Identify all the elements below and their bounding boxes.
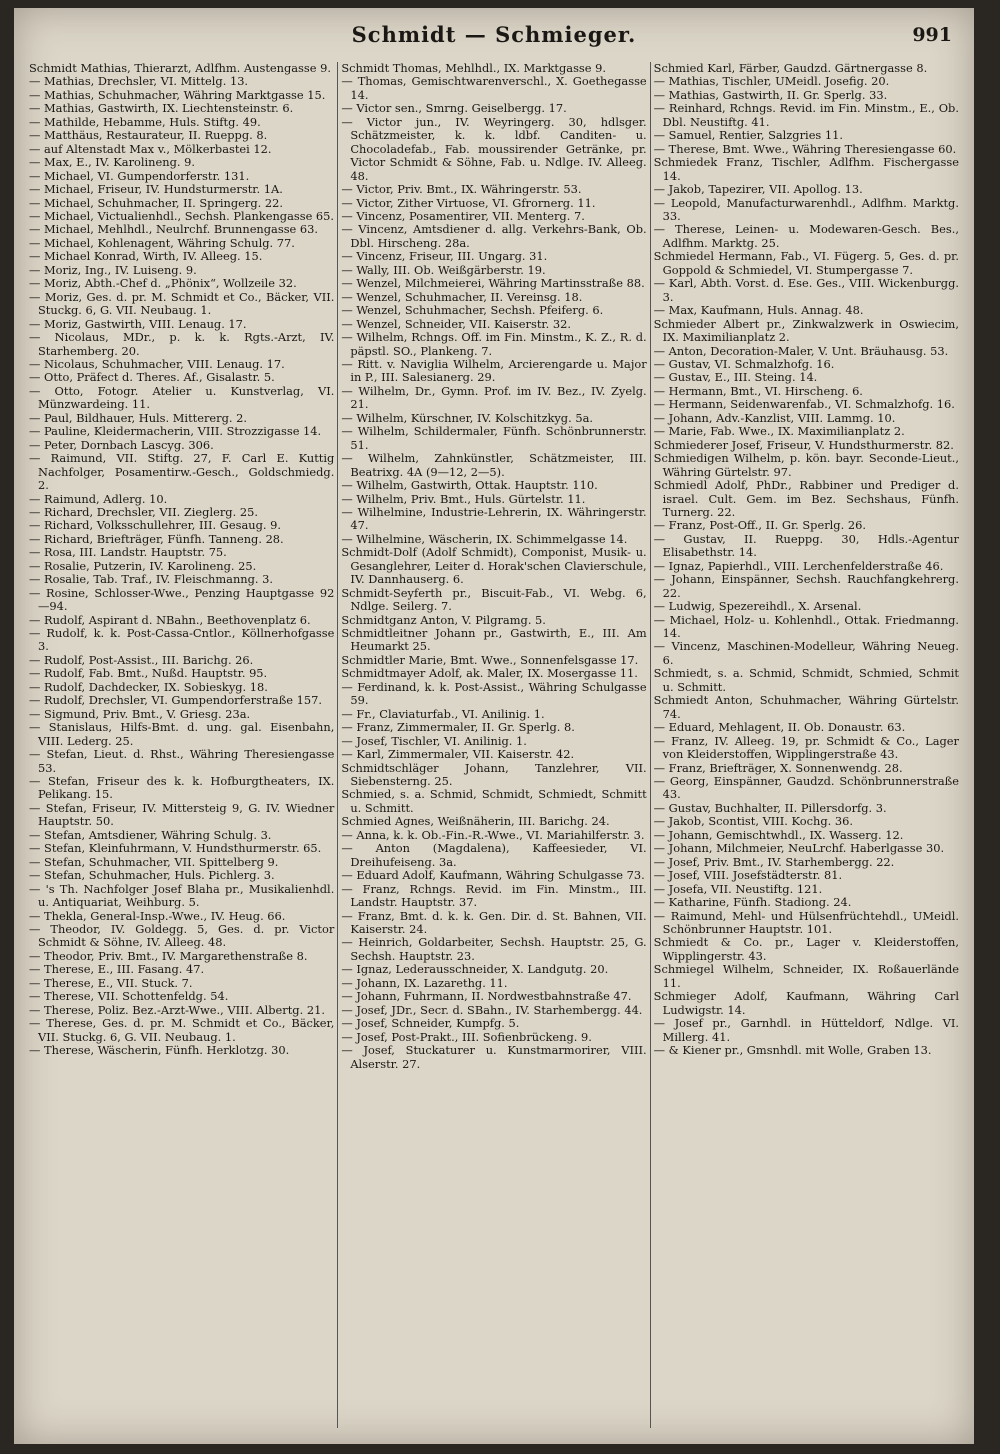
directory-entry: — Max, E., IV. Karolineng. 9.: [29, 155, 195, 170]
directory-entry: — Johann, Fuhrmann, II. Nordwestbahnstraße 47.: [341, 989, 632, 1004]
directory-entry: — Otto, Fotogr. Atelier u. Kunstverlag, VI. Münzwardeing. 11.: [29, 383, 335, 412]
directory-entry: — Franz, IV. Alleeg. 19, pr. Schmidt & Co., Lager von Kleiderstoffen, Wipplingerstraße 43.: [653, 733, 959, 762]
directory-entry: — Josef pr., Garnhdl. in Hütteldorf, Ndlge. VI. Millerg. 41.: [653, 1016, 959, 1044]
directory-entry: Schmied Agnes, Weißnäherin, III. Barichg. 24.: [341, 814, 610, 829]
directory-entry: — Otto, Präfect d. Theres. Af., Gisalastr. 5.: [29, 370, 275, 385]
directory-entry: — Wenzel, Milchmeierei, Währing Martinsstraße 88.: [341, 276, 645, 291]
directory-entry: — Michael, Schuhmacher, II. Springerg. 22.: [29, 195, 284, 210]
directory-entry: Schmidtmayer Adolf, ak. Maler, IX. Mosergasse 11.: [341, 666, 638, 681]
directory-entry: — Josef, VIII. Josefstädterstr. 81.: [653, 868, 843, 883]
directory-entry: — Fr., Claviaturfab., VI. Anilinig. 1.: [341, 706, 545, 721]
directory-entry: — Wilhelm, Zahnkünstler, Schätzmeister, III. Beatrixg. 4A (9—12, 2—5).: [341, 451, 647, 479]
directory-entry: — Stanislaus, Hilfs-Bmt. d. ung. gal. Eisenbahn, VIII. Lederg. 25.: [29, 720, 335, 748]
directory-entry: — Rudolf, Fab. Bmt., Nußd. Hauptstr. 95.: [29, 666, 268, 681]
directory-entry: — Wally, III. Ob. Weißgärberstr. 19.: [341, 262, 546, 277]
directory-entry: — Stefan, Kleinfuhrmann, V. Hundsthurmerstr. 65.: [29, 841, 322, 856]
directory-entry: — Wilhelmine, Wäscherin, IX. Schimmelgasse 14.: [341, 531, 628, 546]
directory-entry: — Hermann, Seidenwarenfab., VI. Schmalzhofg. 16.: [653, 397, 955, 412]
directory-entry: — Vincenz, Amtsdiener d. allg. Verkehrs-Bank, Ob. Dbl. Hirscheng. 28a.: [341, 222, 647, 250]
directory-entry: — Josef, Post-Prakt., III. Sofienbrückeng. 9.: [341, 1029, 592, 1044]
directory-page: [14, 8, 974, 1444]
directory-entry: — Rosine, Schlosser-Wwe., Penzing Hauptgasse 92—94.: [29, 585, 335, 614]
directory-entry: — Leopold, Manufacturwarenhdl., Adlfhm. Marktg. 33.: [653, 195, 959, 223]
directory-entry: — Stefan, Amtsdiener, Währing Schulg. 3.: [29, 827, 272, 842]
directory-entry: — Josef, JDr., Secr. d. SBahn., IV. Starhembergg. 44.: [341, 1002, 643, 1017]
directory-entry: Schmidt Mathias, Thierarzt, Adlfhm. Austengasse 9.: [29, 62, 331, 75]
directory-entry: — Johann, IX. Lazarethg. 11.: [341, 975, 508, 990]
directory-entry: — Rudolf, Post-Assist., III. Barichg. 26.: [29, 652, 254, 667]
directory-entry: — Karl, Zimmermaler, VII. Kaiserstr. 42.: [341, 747, 575, 762]
directory-entry: — Stefan, Friseur, IV. Mittersteig 9, G. IV. Wiedner Hauptstr. 50.: [29, 800, 335, 829]
directory-entry: — Thekla, General-Insp.-Wwe., IV. Heug. 66.: [29, 908, 286, 923]
directory-entry: — Vincenz, Maschinen-Modelleur, Währing Neueg. 6.: [653, 639, 959, 667]
directory-entry: — Wilhelm, Dr., Gymn. Prof. im IV. Bez., IV. Zyelg. 21.: [341, 383, 647, 412]
directory-entry: — Stefan, Lieut. d. Rhst., Währing Theresiengasse 53.: [29, 747, 335, 775]
directory-entry: — Mathilde, Hebamme, Huls. Stiftg. 49.: [29, 114, 261, 129]
directory-entry: — Stefan, Schuhmacher, VII. Spittelberg 9.: [29, 854, 279, 869]
directory-entry: — Gustav, VI. Schmalzhofg. 16.: [653, 356, 835, 371]
directory-entry: — Theodor, IV. Goldegg. 5, Ges. d. pr. Victor Schmidt & Söhne, IV. Alleeg. 48.: [29, 922, 335, 950]
directory-entry: — Theodor, Priv. Bmt., IV. Margarethenstraße 8.: [29, 948, 308, 963]
directory-entry: — Franz, Zimmermaler, II. Gr. Sperlg. 8.: [341, 720, 575, 735]
directory-entry: — Therese, Leinen- u. Modewaren-Gesch. Bes., Adlfhm. Marktg. 25.: [653, 222, 959, 250]
directory-entry: — Franz, Bmt. d. k. k. Gen. Dir. d. St. Bahnen, VII. Kaiserstr. 24.: [341, 908, 647, 936]
directory-entry: — Wilhelm, Priv. Bmt., Huls. Gürtelstr. 11.: [341, 491, 586, 506]
directory-entry: — Therese, E., VII. Stuck. 7.: [29, 975, 193, 990]
directory-entry: — Wilhelm, Gastwirth, Ottak. Hauptstr. 110.: [341, 478, 598, 493]
directory-entry: — Michael Konrad, Wirth, IV. Alleeg. 15.: [29, 249, 263, 264]
directory-entry: Schmiegel Wilhelm, Schneider, IX. Roßauerlände 11.: [653, 962, 959, 990]
directory-entry: — Samuel, Rentier, Salzgries 11.: [653, 128, 844, 143]
directory-entry: — Ignaz, Lederausschneider, X. Landgutg. 20.: [341, 962, 609, 977]
directory-entry: — Nicolaus, Schuhmacher, VIII. Lenaug. 17.: [29, 356, 285, 371]
directory-entry: — Peter, Dornbach Lascyg. 306.: [29, 437, 214, 452]
directory-entry: — Anton (Magdalena), Kaffeesieder, VI. Dreihufeiseng. 3a.: [341, 841, 647, 869]
directory-entry: Schmiedt & Co. pr., Lager v. Kleiderstoffen, Wipplingerstr. 43.: [653, 935, 959, 963]
directory-entry: — Rudolf, Drechsler, VI. Gumpendorferstraße 157.: [29, 693, 323, 708]
directory-entry: — Rosalie, Putzerin, IV. Karolineng. 25.: [29, 558, 257, 573]
column-middle: [337, 62, 650, 1428]
directory-entry: Schmidt-Dolf (Adolf Schmidt), Componist, Musik- u. Gesanglehrer, Leiter d. Horak'schen Clavierschule, IV. Dannhauserg. 6.: [341, 545, 647, 587]
directory-entry: — Mathias, Tischler, UMeidl. Josefig. 20.: [653, 74, 890, 89]
directory-entry: Schmidtschläger Johann, Tanzlehrer, VII. Siebensterng. 25.: [341, 760, 647, 789]
directory-entry: — Josef, Stuckaturer u. Kunstmarmorirer, VIII. Alserstr. 27.: [341, 1043, 647, 1071]
directory-entry: — Vincenz, Posamentirer, VII. Menterg. 7.: [341, 208, 585, 223]
directory-entry: Schmidt Thomas, Mehlhdl., IX. Marktgasse 9.: [341, 62, 606, 75]
directory-entry: — Wilhelm, Schildermaler, Fünfh. Schönbrunnerstr. 51.: [341, 424, 647, 452]
directory-entry: — Moriz, Abth.-Chef d. „Phönix“, Wollzeile 32.: [29, 276, 297, 291]
directory-entry: — Heinrich, Goldarbeiter, Sechsh. Hauptstr. 25, G. Sechsh. Hauptstr. 23.: [341, 935, 647, 963]
directory-entry: Schmidtler Marie, Bmt. Wwe., Sonnenfelsgasse 17.: [341, 652, 639, 667]
directory-entry: — Therese, Wäscherin, Fünfh. Herklotzg. 30.: [29, 1043, 290, 1058]
directory-entry: — Ferdinand, k. k. Post-Assist., Währing Schulgasse 59.: [341, 679, 647, 708]
directory-entry: — Wenzel, Schuhmacher, II. Vereinsg. 18.: [341, 289, 583, 304]
directory-entry: — Moriz, Gastwirth, VIII. Lenaug. 17.: [29, 316, 247, 331]
directory-entry: — Josef, Schneider, Kumpfg. 5.: [341, 1016, 520, 1031]
directory-entry: — Mathias, Gastwirth, IX. Liechtensteinstr. 6.: [29, 101, 294, 116]
directory-entry: — Victor jun., IV. Weyringerg. 30, hdlsger. Schätzmeister, k. k. ldbf. Canditen- u. Chocoladefab., Fab. moussirender Getränke, pr. Victor Schmidt & Söhne, Fab. u. Ndlge. IV. Alleeg. 48.: [341, 114, 647, 183]
directory-entry: — Katharine, Fünfh. Stadiong. 24.: [653, 895, 852, 910]
directory-entry: — Hermann, Bmt., VI. Hirscheng. 6.: [653, 383, 863, 398]
directory-entry: — Richard, Briefträger, Fünfh. Tanneng. 28.: [29, 531, 284, 546]
directory-entry: — 's Th. Nachfolger Josef Blaha pr., Musikalienhdl. u. Antiquariat, Weihburg. 5.: [29, 881, 335, 910]
directory-entry: — Therese, E., III. Fasang. 47.: [29, 962, 205, 977]
directory-entry: — Michael, Kohlenagent, Währing Schulg. 77.: [29, 235, 295, 250]
directory-entry: — Paul, Bildhauer, Huls. Mittererg. 2.: [29, 410, 247, 425]
directory-entry: — Franz, Briefträger, X. Sonnenwendg. 28.: [653, 760, 903, 775]
directory-entry: Schmiedigen Wilhelm, p. kön. bayr. Seconde-Lieut., Währing Gürtelstr. 97.: [653, 451, 959, 479]
column-right: [651, 62, 962, 1428]
directory-entry: — Josef, Tischler, VI. Anilinig. 1.: [341, 733, 527, 748]
directory-entry: — Pauline, Kleidermacherin, VIII. Strozzigasse 14.: [29, 424, 322, 439]
directory-entry: Schmied, s. a. Schmid, Schmidt, Schmiedt, Schmitt u. Schmitt.: [341, 787, 647, 815]
directory-entry: — Eduard Adolf, Kaufmann, Währing Schulgasse 73.: [341, 868, 645, 883]
directory-entry: — Rosa, III. Landstr. Hauptstr. 75.: [29, 545, 227, 560]
directory-entry: — auf Altenstadt Max v., Mölkerbastei 12.: [29, 141, 272, 156]
directory-entry: — Moriz, Ing., IV. Luiseng. 9.: [29, 262, 197, 277]
directory-entry: — Eduard, Mehlagent, II. Ob. Donaustr. 63.: [653, 720, 906, 735]
directory-entry: — Anton, Decoration-Maler, V. Unt. Bräuhausg. 53.: [653, 343, 949, 358]
directory-entry: — Ludwig, Spezereihdl., X. Arsenal.: [653, 599, 862, 614]
directory-entry: — Michael, Friseur, IV. Hundsturmerstr. 1A.: [29, 182, 283, 197]
directory-entry: — Raimund, Mehl- und Hülsenfrüchtehdl., UMeidl. Schönbrunner Hauptstr. 101.: [653, 908, 959, 936]
directory-entry: — Ritt. v. Naviglia Wilhelm, Arcierengarde u. Major in P., III. Salesianerg. 29.: [341, 356, 647, 385]
directory-entry: — Jakob, Tapezirer, VII. Apollog. 13.: [653, 182, 863, 197]
directory-entry: — Sigmund, Priv. Bmt., V. Griesg. 23a.: [29, 706, 251, 721]
directory-entry: — Victor, Zither Virtuose, VI. Gfrornerg. 11.: [341, 195, 596, 210]
directory-entry: — Nicolaus, MDr., p. k. k. Rgts.-Arzt, IV. Starhemberg. 20.: [29, 330, 335, 358]
directory-entry: — Wenzel, Schneider, VII. Kaiserstr. 32.: [341, 316, 571, 331]
directory-entry: — Vincenz, Friseur, III. Ungarg. 31.: [341, 249, 548, 264]
directory-entry: — Max, Kaufmann, Huls. Annag. 48.: [653, 303, 864, 318]
directory-entry: — Wilhelm, Rchngs. Off. im Fin. Minstm., K. Z., R. d. päpstl. SO., Plankeng. 7.: [341, 330, 647, 358]
directory-entry: — Ignaz, Papierhdl., VIII. Lerchenfelderstraße 46.: [653, 558, 944, 573]
directory-entry: — Marie, Fab. Wwe., IX. Maximilianplatz 2.: [653, 424, 905, 439]
directory-entry: — Gustav, Buchhalter, II. Pillersdorfg. 3.: [653, 800, 887, 815]
directory-entry: — Josef, Priv. Bmt., IV. Starhembergg. 22.: [653, 854, 895, 869]
directory-entry: — Stefan, Schuhmacher, Huls. Pichlerg. 3.: [29, 868, 275, 883]
directory-entry: Schmieder Albert pr., Zinkwalzwerk in Oswiecim, IX. Maximilianplatz 2.: [653, 316, 959, 345]
directory-entry: — Victor sen., Smrng. Geiselbergg. 17.: [341, 101, 567, 116]
directory-entry: — Jakob, Scontist, VIII. Kochg. 36.: [653, 814, 853, 829]
directory-entry: — Franz, Post-Off., II. Gr. Sperlg. 26.: [653, 518, 866, 533]
directory-entry: Schmiedt, s. a. Schmid, Schmidt, Schmied, Schmit u. Schmitt.: [653, 666, 959, 694]
directory-entry: — Rudolf, Dachdecker, IX. Sobieskyg. 18.: [29, 679, 268, 694]
column-left: [26, 62, 337, 1428]
directory-entry: — Thomas, Gemischtwarenverschl., X. Goethegasse 14.: [341, 74, 647, 102]
directory-entry: — Johann, Milchmeier, NeuLrchf. Haberlgasse 30.: [653, 841, 945, 856]
directory-entry: — Michael, Mehlhdl., Neulrchf. Brunnengasse 63.: [29, 222, 319, 237]
directory-entry: — Franz, Rchngs. Revid. im Fin. Minstm., III. Landstr. Hauptstr. 37.: [341, 881, 647, 910]
directory-entry: Schmiederer Josef, Friseur, V. Hundsthurmerstr. 82.: [653, 437, 954, 452]
directory-entry: — Karl, Abth. Vorst. d. Ese. Ges., VIII. Wickenburgg. 3.: [653, 276, 959, 304]
directory-entry: Schmidtganz Anton, V. Pilgramg. 5.: [341, 612, 546, 627]
directory-entry: — Johann, Einspänner, Sechsh. Rauchfangkehrerg. 22.: [653, 572, 959, 600]
directory-entry: Schmiedek Franz, Tischler, Adlfhm. Fischergasse 14.: [653, 155, 959, 183]
directory-entry: — Richard, Volksschullehrer, III. Gesaug. 9.: [29, 518, 281, 533]
directory-entry: — Johann, Gemischtwhdl., IX. Wasserg. 12.: [653, 827, 904, 842]
directory-entry: Schmied Karl, Färber, Gaudzd. Gärtnergasse 8.: [653, 62, 928, 75]
directory-entry: — Victor, Priv. Bmt., IX. Währingerstr. 53.: [341, 182, 582, 197]
directory-entry: — Stefan, Friseur des k. k. Hofburgtheaters, IX. Pelikang. 15.: [29, 774, 335, 802]
directory-entry: Schmiedt Anton, Schuhmacher, Währing Gürtelstr. 74.: [653, 693, 959, 721]
directory-entry: — Therese, VII. Schottenfeldg. 54.: [29, 989, 229, 1004]
directory-entry: — Rudolf, k. k. Post-Cassa-Cntlor., Köllnerhofgasse 3.: [29, 626, 335, 654]
directory-entry: — Rosalie, Tab. Traf., IV. Fleischmanng. 3.: [29, 572, 274, 587]
directory-entry: — Gustav, E., III. Steing. 14.: [653, 370, 818, 385]
directory-entry: — Reinhard, Rchngs. Revid. im Fin. Minstm., E., Ob. Dbl. Neustiftg. 41.: [653, 101, 959, 129]
directory-entry: Schmiedel Hermann, Fab., VI. Fügerg. 5, Ges. d. pr. Goppold & Schmiedel, VI. Stumpergasse 7.: [653, 249, 959, 277]
directory-entry: — Moriz, Ges. d. pr. M. Schmidt et Co., Bäcker, VII. Stuckg. 6, G. VII. Neubaug. 1.: [29, 289, 335, 318]
directory-entry: Schmiedl Adolf, PhDr., Rabbiner und Prediger d. israel. Cult. Gem. im Bez. Sechshaus, Fünfh. Turnerg. 22.: [653, 478, 959, 519]
directory-entry: — Richard, Drechsler, VII. Zieglerg. 25.: [29, 504, 258, 519]
running-title: Schmidt — Schmieger.: [351, 22, 637, 47]
directory-entry: — Wilhelmine, Industrie-Lehrerin, IX. Währingerstr. 47.: [341, 504, 647, 533]
directory-entry: — Georg, Einspänner, Gaudzd. Schönbrunnerstraße 43.: [653, 774, 959, 802]
directory-entry: — Therese, Ges. d. pr. M. Schmidt et Co., Bäcker, VII. Stuckg. 6, G. VII. Neubaug. 1.: [29, 1016, 335, 1044]
directory-entry: — Raimund, VII. Stiftg. 27, F. Carl E. Kuttig Nachfolger, Posamentirw.-Gesch., Goldschmiedg. 2.: [29, 451, 335, 493]
directory-entry: — Wilhelm, Kürschner, IV. Kolschitzkyg. 5a.: [341, 410, 593, 425]
directory-entry: — Michael, VI. Gumpendorferstr. 131.: [29, 168, 250, 183]
directory-entry: — Anna, k. k. Ob.-Fin.-R.-Wwe., VI. Mariahilferstr. 3.: [341, 827, 645, 842]
directory-entry: — Michael, Victualienhdl., Sechsh. Plankengasse 65.: [29, 208, 335, 223]
page-number: 991: [912, 24, 952, 46]
page-header: [14, 22, 974, 56]
directory-entry: Schmidt-Seyferth pr., Biscuit-Fab., VI. Webg. 6, Ndlge. Seilerg. 7.: [341, 585, 647, 614]
directory-entry: — Therese, Bmt. Wwe., Währing Theresiengasse 60.: [653, 141, 957, 156]
directory-entry: — Mathias, Schuhmacher, Währing Marktgasse 15.: [29, 87, 326, 102]
directory-entry: — Mathias, Drechsler, VI. Mittelg. 13.: [29, 74, 249, 89]
directory-entry: Schmidtleitner Johann pr., Gastwirth, E., III. Am Heumarkt 25.: [341, 626, 647, 654]
directory-entry: — Mathias, Gastwirth, II. Gr. Sperlg. 33.: [653, 87, 888, 102]
directory-entry: — Josefa, VII. Neustiftg. 121.: [653, 881, 823, 896]
directory-entry: — & Kiener pr., Gmsnhdl. mit Wolle, Graben 13.: [653, 1043, 932, 1058]
directory-entry: Schmieger Adolf, Kaufmann, Währing Carl Ludwigstr. 14.: [653, 989, 959, 1017]
directory-entry: — Therese, Poliz. Bez.-Arzt-Wwe., VIII. Albertg. 21.: [29, 1002, 325, 1017]
directory-entry: — Gustav, II. Rueppg. 30, Hdls.-Agentur Elisabethstr. 14.: [653, 531, 959, 560]
directory-entry: — Matthäus, Restaurateur, II. Rueppg. 8.: [29, 128, 268, 143]
directory-entry: — Johann, Adv.-Kanzlist, VIII. Lammg. 10.: [653, 410, 896, 425]
text-columns: [26, 62, 962, 1428]
directory-entry: — Michael, Holz- u. Kohlenhdl., Ottak. Friedmanng. 14.: [653, 612, 959, 641]
directory-entry: — Wenzel, Schuhmacher, Sechsh. Pfeiferg. 6.: [341, 303, 604, 318]
directory-entry: — Raimund, Adlerg. 10.: [29, 491, 168, 506]
directory-entry: — Rudolf, Aspirant d. NBahn., Beethovenplatz 6.: [29, 612, 311, 627]
